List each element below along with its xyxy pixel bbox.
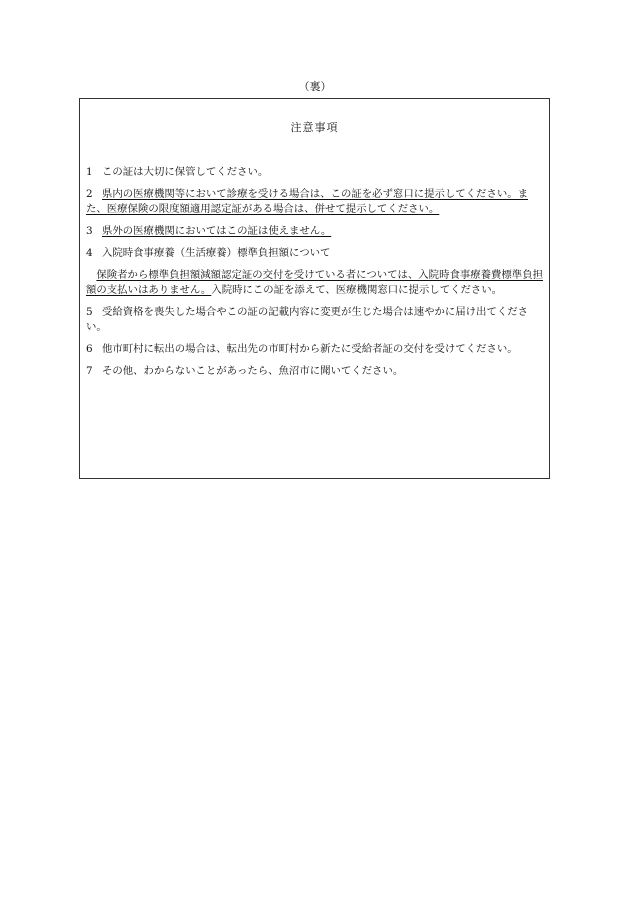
notice-items bbox=[86, 165, 544, 386]
item-number: 2 bbox=[86, 188, 93, 200]
item-sub-text: 入院時にこの証を添えて、医療機関窓口に提示してください。 bbox=[211, 284, 503, 296]
item-sub-paragraph bbox=[86, 268, 544, 298]
notice-item-1 bbox=[86, 165, 544, 180]
notice-item-3 bbox=[86, 224, 544, 239]
item-text-underlined: 県内の医療機関等において診療を受ける場合は、この証を必ず窓口に提示してください。また、医療保険の限度額適用認定証がある場合は、併せて提示してください。 bbox=[86, 188, 529, 215]
item-number: 4 bbox=[86, 247, 93, 259]
item-number: 5 bbox=[86, 306, 93, 318]
item-number: 6 bbox=[86, 343, 93, 355]
page-side-label: （裏） bbox=[298, 80, 332, 93]
item-text: 入院時食事療養（生活療養）標準負担額について bbox=[102, 247, 331, 259]
item-text: その他、わからないことがあったら、魚沼市に聞いてください。 bbox=[102, 365, 404, 377]
notice-item-6 bbox=[86, 342, 544, 357]
notice-item-7 bbox=[86, 364, 544, 379]
item-number: 1 bbox=[86, 166, 93, 178]
item-number: 7 bbox=[86, 365, 93, 377]
notice-item-2 bbox=[86, 187, 544, 217]
item-text: 他市町村に転出の場合は、転出先の市町村から新たに受給者証の交付を受けてください。 bbox=[102, 343, 518, 355]
item-text: この証は大切に保管してください。 bbox=[102, 166, 269, 178]
item-text-underlined: 県外の医療機関においてはこの証は使えません。 bbox=[102, 225, 332, 237]
item-text: 受給資格を喪失した場合やこの証の記載内容に変更が生じた場合は速やかに届け出てください。 bbox=[86, 306, 529, 333]
item-number: 3 bbox=[86, 225, 93, 237]
notice-title: 注意事項 bbox=[290, 121, 339, 134]
notice-item-5 bbox=[86, 305, 544, 335]
notice-box bbox=[79, 98, 550, 479]
notice-item-4 bbox=[86, 246, 544, 298]
item-sub-text-underlined: 保険者から標準負担額減額認定証の交付を受けている者については、入院時食事療養費標準負担額の支払いはありません。 bbox=[86, 269, 543, 296]
